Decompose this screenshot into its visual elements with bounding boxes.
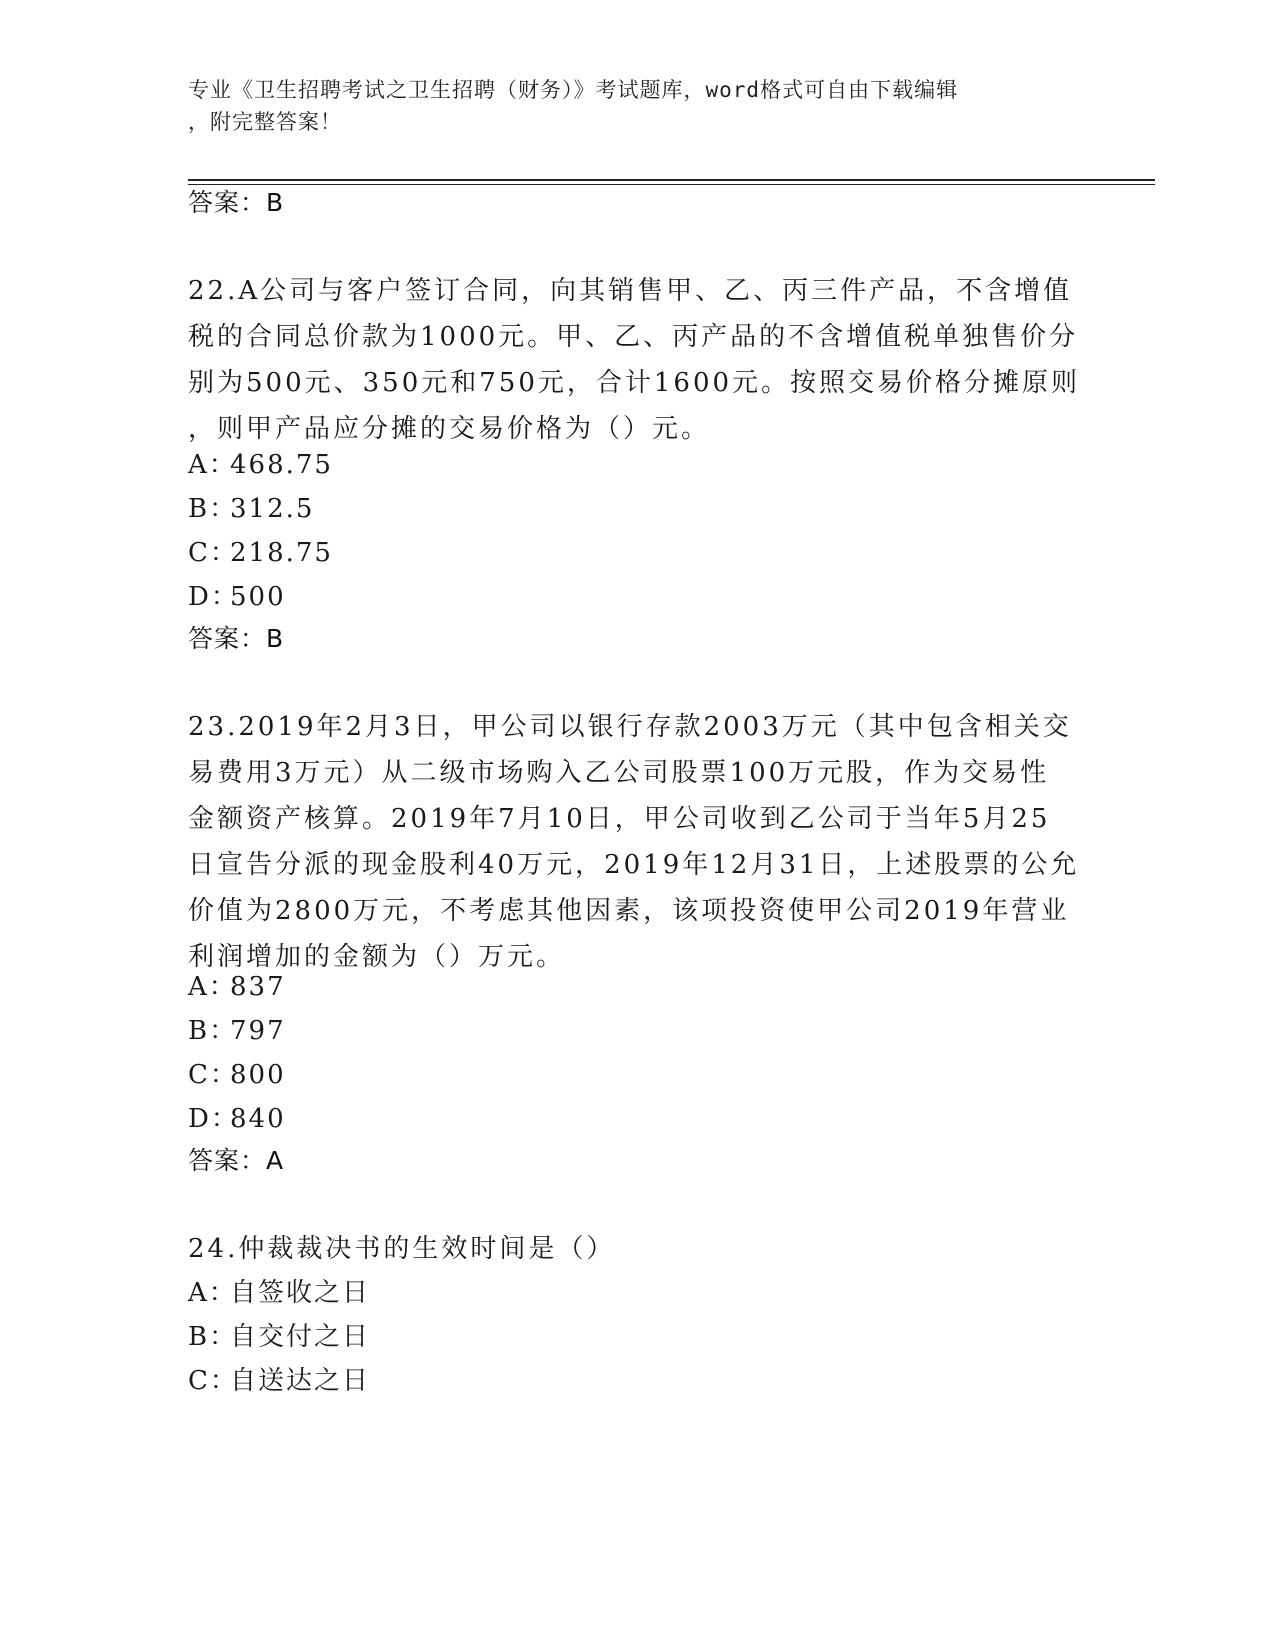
option-key: D：: [188, 582, 239, 612]
question-23-option-d: [188, 1102, 286, 1136]
option-text: 218.75: [230, 538, 333, 568]
question-23-text: [188, 704, 1088, 980]
question-line: ，则甲产品应分摊的交易价格为（）元。: [188, 414, 711, 444]
option-text: 468.75: [230, 450, 333, 480]
question-line: 利润增加的金额为（）万元。: [188, 942, 566, 972]
option-key: A：: [188, 450, 237, 480]
question-line: 24.仲裁裁决书的生效时间是（）: [188, 1234, 616, 1264]
page-header: [188, 74, 1068, 138]
question-line: 税的合同总价款为1000元。甲、乙、丙产品的不含增值税单独售价分: [188, 322, 1079, 352]
question-line: 22.A公司与客户签订合同，向其销售甲、乙、丙三件产品，不含增值: [188, 276, 1073, 306]
header-line-2: ，附完整答案！: [188, 110, 342, 134]
option-key: B：: [188, 1322, 238, 1352]
question-24-text: [188, 1226, 1088, 1272]
option-text: 837: [230, 972, 286, 1002]
question-line: 易费用3万元）从二级市场购入乙公司股票100万元股，作为交易性: [188, 758, 1050, 788]
option-text: 312.5: [230, 494, 315, 524]
option-key: B：: [188, 494, 238, 524]
question-23-option-c: [188, 1058, 286, 1092]
question-22-text: [188, 268, 1088, 452]
header-line-1: 专业《卫生招聘考试之卫生招聘（财务）》考试题库，word格式可自由下载编辑: [188, 78, 959, 102]
question-line: 价值为2800万元，不考虑其他因素，该项投资使甲公司2019年营业: [188, 896, 1070, 926]
option-text: 自送达之日: [230, 1366, 371, 1396]
option-key: D：: [188, 1104, 239, 1134]
previous-answer: 答案：B: [188, 188, 285, 217]
header-divider-thin: [188, 184, 1155, 185]
question-24-option-b: [188, 1320, 370, 1354]
question-22-option-c: [188, 536, 333, 570]
option-text: 797: [230, 1016, 286, 1046]
question-line: 23.2019年2月3日，甲公司以银行存款2003万元（其中包含相关交: [188, 712, 1072, 742]
question-22-option-d: [188, 580, 286, 614]
header-divider: [188, 179, 1155, 181]
option-key: C：: [188, 538, 238, 568]
question-23-option-b: [188, 1014, 286, 1048]
option-text: 自交付之日: [230, 1322, 371, 1352]
question-24-option-a: [188, 1276, 370, 1310]
question-line: 日宣告分派的现金股利40万元，2019年12月31日，上述股票的公允: [188, 850, 1080, 880]
option-key: B：: [188, 1016, 238, 1046]
question-22-option-a: [188, 448, 333, 482]
question-22-option-b: [188, 492, 314, 526]
option-key: A：: [188, 972, 237, 1002]
question-23-option-a: [188, 970, 286, 1004]
question-23-answer: 答案：A: [188, 1146, 285, 1175]
option-text: 800: [230, 1060, 286, 1090]
question-line: 别为500元、350元和750元，合计1600元。按照交易价格分摊原则: [188, 368, 1081, 398]
option-text: 840: [230, 1104, 286, 1134]
option-key: C：: [188, 1366, 238, 1396]
question-22-answer: 答案：B: [188, 624, 285, 653]
option-key: A：: [188, 1278, 237, 1308]
question-line: 金额资产核算。2019年7月10日，甲公司收到乙公司于当年5月25: [188, 804, 1051, 834]
option-text: 自签收之日: [230, 1278, 371, 1308]
option-key: C：: [188, 1060, 238, 1090]
question-24-option-c: [188, 1364, 370, 1398]
option-text: 500: [230, 582, 286, 612]
